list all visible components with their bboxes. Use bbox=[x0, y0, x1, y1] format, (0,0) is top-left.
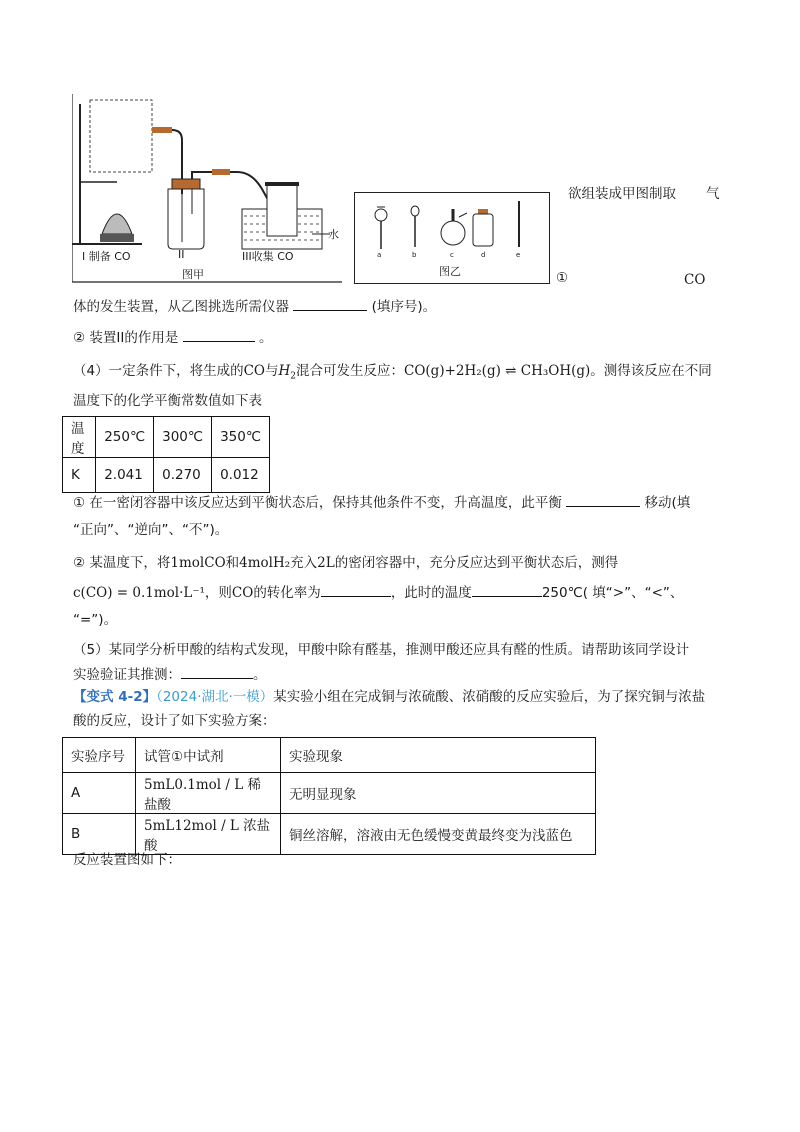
table-row bbox=[63, 458, 270, 493]
q4-p2 bbox=[73, 553, 618, 573]
side-qi: 气 bbox=[706, 186, 720, 202]
q5-line1: （5）某同学分析甲酸的结构式发现，甲酸中除有醛基，推测甲酸还应具有醛的性质。请帮助该同学设计 bbox=[73, 642, 690, 658]
side-circle1: ① bbox=[556, 270, 569, 286]
table-row bbox=[63, 814, 596, 855]
th-temp: 温度 bbox=[63, 417, 96, 458]
th-350: 350℃ bbox=[212, 417, 270, 458]
caption-jia: 图甲 bbox=[182, 268, 204, 281]
table-row bbox=[63, 773, 596, 814]
td-k-250: 2.041 bbox=[96, 458, 154, 493]
q4-p3-e: ”、“ bbox=[624, 585, 652, 601]
th-300: 300℃ bbox=[154, 417, 212, 458]
variant-after: 反应装置图如下： bbox=[73, 852, 181, 868]
q4-p3-conc: c(CO) = 0.1mol·L⁻¹ bbox=[73, 585, 205, 601]
q4-intro-co: CO bbox=[243, 363, 265, 379]
q5-line2-pre: 实验验证其推测： bbox=[73, 667, 181, 683]
th-phenomenon: 实验现象 bbox=[281, 738, 596, 773]
variant-text1: 某实验小组在完成铜与浓硫酸、浓硝酸的反应实验后，为了探究铜与浓盐 bbox=[273, 689, 706, 705]
label-b: b bbox=[412, 251, 417, 259]
q4-p3-lt: < bbox=[651, 585, 663, 601]
th-reagent: 试管①中试剂 bbox=[136, 738, 281, 773]
q4-p2-b: 和 bbox=[225, 555, 240, 571]
q4-p3-a: ，则 bbox=[204, 585, 232, 601]
q4-p4: “=”)。 bbox=[73, 612, 118, 628]
q4-p2-2l: 2L bbox=[317, 555, 335, 571]
answer-blank-shift[interactable] bbox=[566, 493, 640, 507]
q4-p2-d: 的密闭容器中，充分反应达到平衡状态后，测得 bbox=[334, 555, 619, 571]
figure-jia bbox=[72, 94, 342, 284]
answer-blank-experiment[interactable] bbox=[181, 665, 253, 679]
label-I: I 制备 CO bbox=[82, 250, 131, 263]
q4-intro-h: H bbox=[278, 363, 291, 379]
q4-intro-d: 。测得该反应在不同 bbox=[590, 363, 712, 379]
td-k-350: 0.012 bbox=[212, 458, 270, 493]
q4-intro-b: 与 bbox=[265, 363, 279, 379]
label-II: II bbox=[178, 248, 185, 261]
variant-text2: 酸的反应，设计了如下实验方案： bbox=[73, 713, 276, 729]
q4-p3-f: ”、 bbox=[662, 585, 684, 601]
td-a-phenomenon: 无明显现象 bbox=[281, 773, 596, 814]
equilibrium-table bbox=[62, 416, 270, 493]
label-water: 水 bbox=[328, 228, 339, 241]
table-row bbox=[63, 417, 270, 458]
label-e: e bbox=[516, 251, 521, 259]
label-d: d bbox=[481, 251, 486, 259]
q4-p3-gt: > bbox=[612, 585, 625, 601]
q4-p3-c: ，此时的温度 bbox=[390, 585, 472, 601]
q5-line2-post: 。 bbox=[253, 667, 267, 683]
q4-intro-h2-sub: 2 bbox=[290, 371, 297, 382]
label-c: c bbox=[450, 251, 454, 259]
variant-source: （2024·湖北·一模） bbox=[156, 689, 274, 705]
q5-line2 bbox=[73, 665, 267, 685]
side-text: 欲组装成甲图制取 bbox=[568, 186, 676, 202]
td-k-300: 0.270 bbox=[154, 458, 212, 493]
answer-blank-device-ii[interactable] bbox=[183, 328, 255, 342]
td-a-seq: A bbox=[63, 773, 136, 814]
side-co: CO bbox=[684, 272, 706, 288]
td-b-reagent: 5mL12mol / L 浓盐酸 bbox=[136, 814, 281, 855]
q3-line1 bbox=[73, 297, 436, 317]
answer-blank-temperature[interactable] bbox=[472, 583, 542, 597]
q4-intro bbox=[73, 361, 712, 387]
q4-p2-a: ② 某温度下，将 bbox=[73, 555, 171, 571]
q4-p3-b: 的转化率为 bbox=[253, 585, 321, 601]
q4-p1-c: “正向”、“逆向”、“不”)。 bbox=[73, 522, 229, 538]
th-seq: 实验序号 bbox=[63, 738, 136, 773]
q3-line2-pre: ② 装置II的作用是 bbox=[73, 330, 179, 346]
answer-blank-conversion[interactable] bbox=[321, 583, 391, 597]
label-a: a bbox=[377, 251, 382, 259]
q4-p2-c: 充入 bbox=[290, 555, 318, 571]
td-b-seq: B bbox=[63, 814, 136, 855]
variant-tag: 【变式 4-2】 bbox=[73, 689, 157, 705]
q4-equation: CO(g)+2H₂(g) ⇌ CH₃OH(g) bbox=[404, 363, 591, 379]
q4-intro-c: 混合可发生反应： bbox=[296, 363, 405, 379]
q4-p3-co: CO bbox=[231, 585, 254, 601]
q3-line2 bbox=[73, 328, 272, 348]
caption-yi: 图乙 bbox=[439, 265, 461, 278]
q4-p1-b: 移动(填 bbox=[644, 495, 691, 511]
variant-header bbox=[73, 687, 705, 707]
q4-p2-1mol: 1molCO bbox=[170, 555, 226, 571]
label-III: III收集 CO bbox=[242, 250, 294, 263]
th-250: 250℃ bbox=[96, 417, 154, 458]
td-b-phenomenon: 铜丝溶解，溶液由无色缓慢变黄最终变为浅蓝色 bbox=[281, 814, 596, 855]
td-a-reagent: 5mL0.1mol / L 稀盐酸 bbox=[136, 773, 281, 814]
table-row bbox=[63, 738, 596, 773]
q4-p2-4mol: 4molH₂ bbox=[239, 555, 291, 571]
experiment-table bbox=[62, 737, 596, 855]
q4-p3-d: 250℃( 填“ bbox=[541, 585, 613, 601]
q4-intro-line2: 温度下的化学平衡常数值如下表 bbox=[73, 393, 262, 409]
q3-line1-post: (填序号)。 bbox=[371, 299, 437, 315]
td-k: K bbox=[63, 458, 96, 493]
q4-p3 bbox=[73, 583, 683, 603]
q3-line1-pre: 体的发生装置，从乙图挑选所需仪器 bbox=[73, 299, 289, 315]
answer-blank-instruments[interactable] bbox=[293, 297, 367, 311]
q4-intro-a: （4）一定条件下，将生成的 bbox=[73, 363, 244, 379]
figure-yi bbox=[354, 192, 550, 284]
q4-p1-a: ① 在一密闭容器中该反应达到平衡状态后，保持其他条件不变，升高温度，此平衡 bbox=[73, 495, 562, 511]
q3-line2-post: 。 bbox=[258, 330, 273, 346]
q4-p1 bbox=[73, 493, 690, 513]
